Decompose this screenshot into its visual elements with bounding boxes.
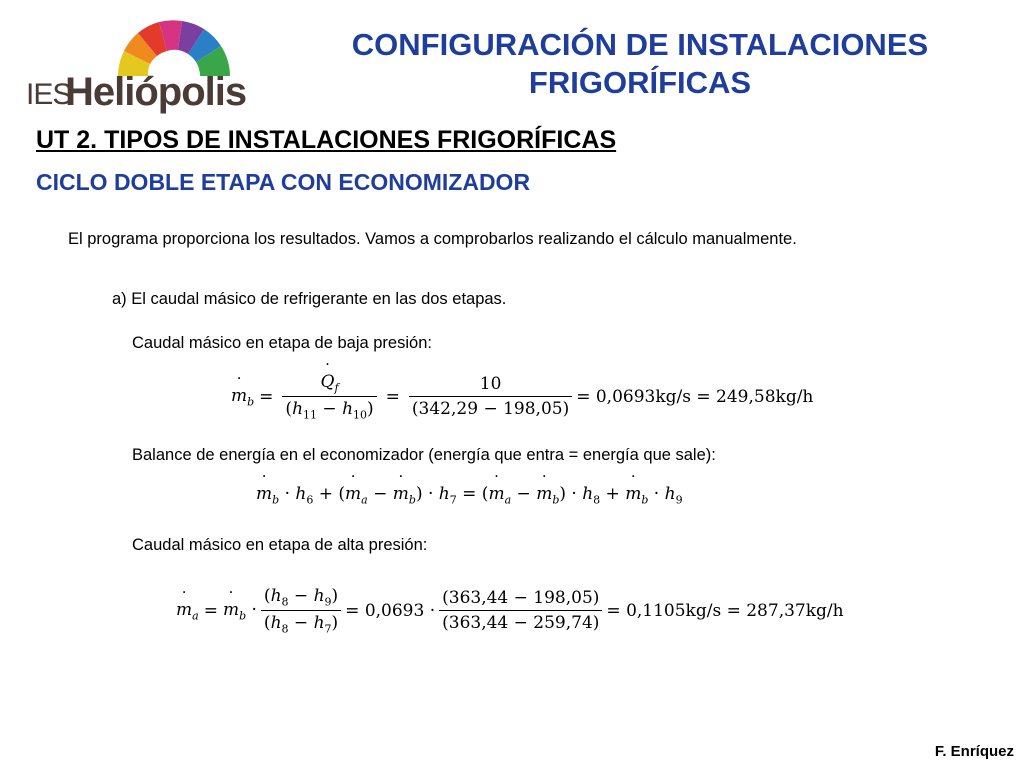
item-a-text: a) El caudal másico de refrigerante en las dos etapas. (112, 290, 507, 308)
intro-text: El programa proporciona los resultados. Vamos a comprobarlos realizando el cálculo manualmente. (68, 230, 797, 248)
equation-low-pressure-mass-flow: m $˙_b$ = $\frac{Q ˙_f}{(h_{11} - h_{10})}$ = $\frac{10}{(342,29 - 198,05)}$ = 0,0693kg/s = 249,58kg/h (231, 372, 813, 422)
energy-balance-label: Balance de energía en el economizador (energía que entra = energía que sale): (132, 446, 716, 464)
eq3-denominator: (363,44 − 259,74) (439, 610, 602, 633)
eq1-numerator: 10 (479, 374, 502, 395)
unit-heading: UT 2. TIPOS DE INSTALACIONES FRIGORÍFICAS (36, 126, 617, 154)
page-title: CONFIGURACIÓN DE INSTALACIONES FRIGORÍFICAS (351, 27, 929, 100)
section-heading: CICLO DOBLE ETAPA CON ECONOMIZADOR (36, 169, 531, 195)
equation-high-pressure-mass-flow: m $˙_a$ = m $˙_b$ · $\frac{(h_8 - h_9)}{(h_8 - h_7)}$ = 0,0693 · $\frac{(363,44 - 198,05)}{(363,44 - 259,74)}$ = 0,1105kg/s = 287,37kg/h (176, 586, 844, 636)
eq3-coefficient: = 0,0693 · (345, 600, 436, 621)
eq3-numerator: (363,44 − 198,05) (442, 588, 600, 609)
eq3-result: = 0,1105kg/s = 287,37kg/h (606, 600, 844, 621)
school-logo (22, 14, 247, 114)
rainbow-fan-icon (114, 14, 234, 76)
eq1-result: = 0,0693kg/s = 249,58kg/h (576, 386, 814, 407)
equation-energy-balance: m $˙_b \cdot h_6 + (m$ $˙_a - m$ $˙_b) \cdot h_7 = (m$ $˙_a - m$ $˙_b) \cdot h_8 + m$ $˙_b \cdot h_9$ (256, 484, 683, 506)
logo-prefix: IES (26, 78, 72, 111)
author-footer: F. Enríquez (934, 743, 1014, 760)
low-pressure-label: Caudal másico en etapa de baja presión: (132, 334, 432, 352)
high-pressure-label: Caudal másico en etapa de alta presión: (132, 536, 428, 554)
logo-name: Heliópolis (65, 70, 247, 114)
eq1-denominator: (342,29 − 198,05) (409, 396, 572, 419)
